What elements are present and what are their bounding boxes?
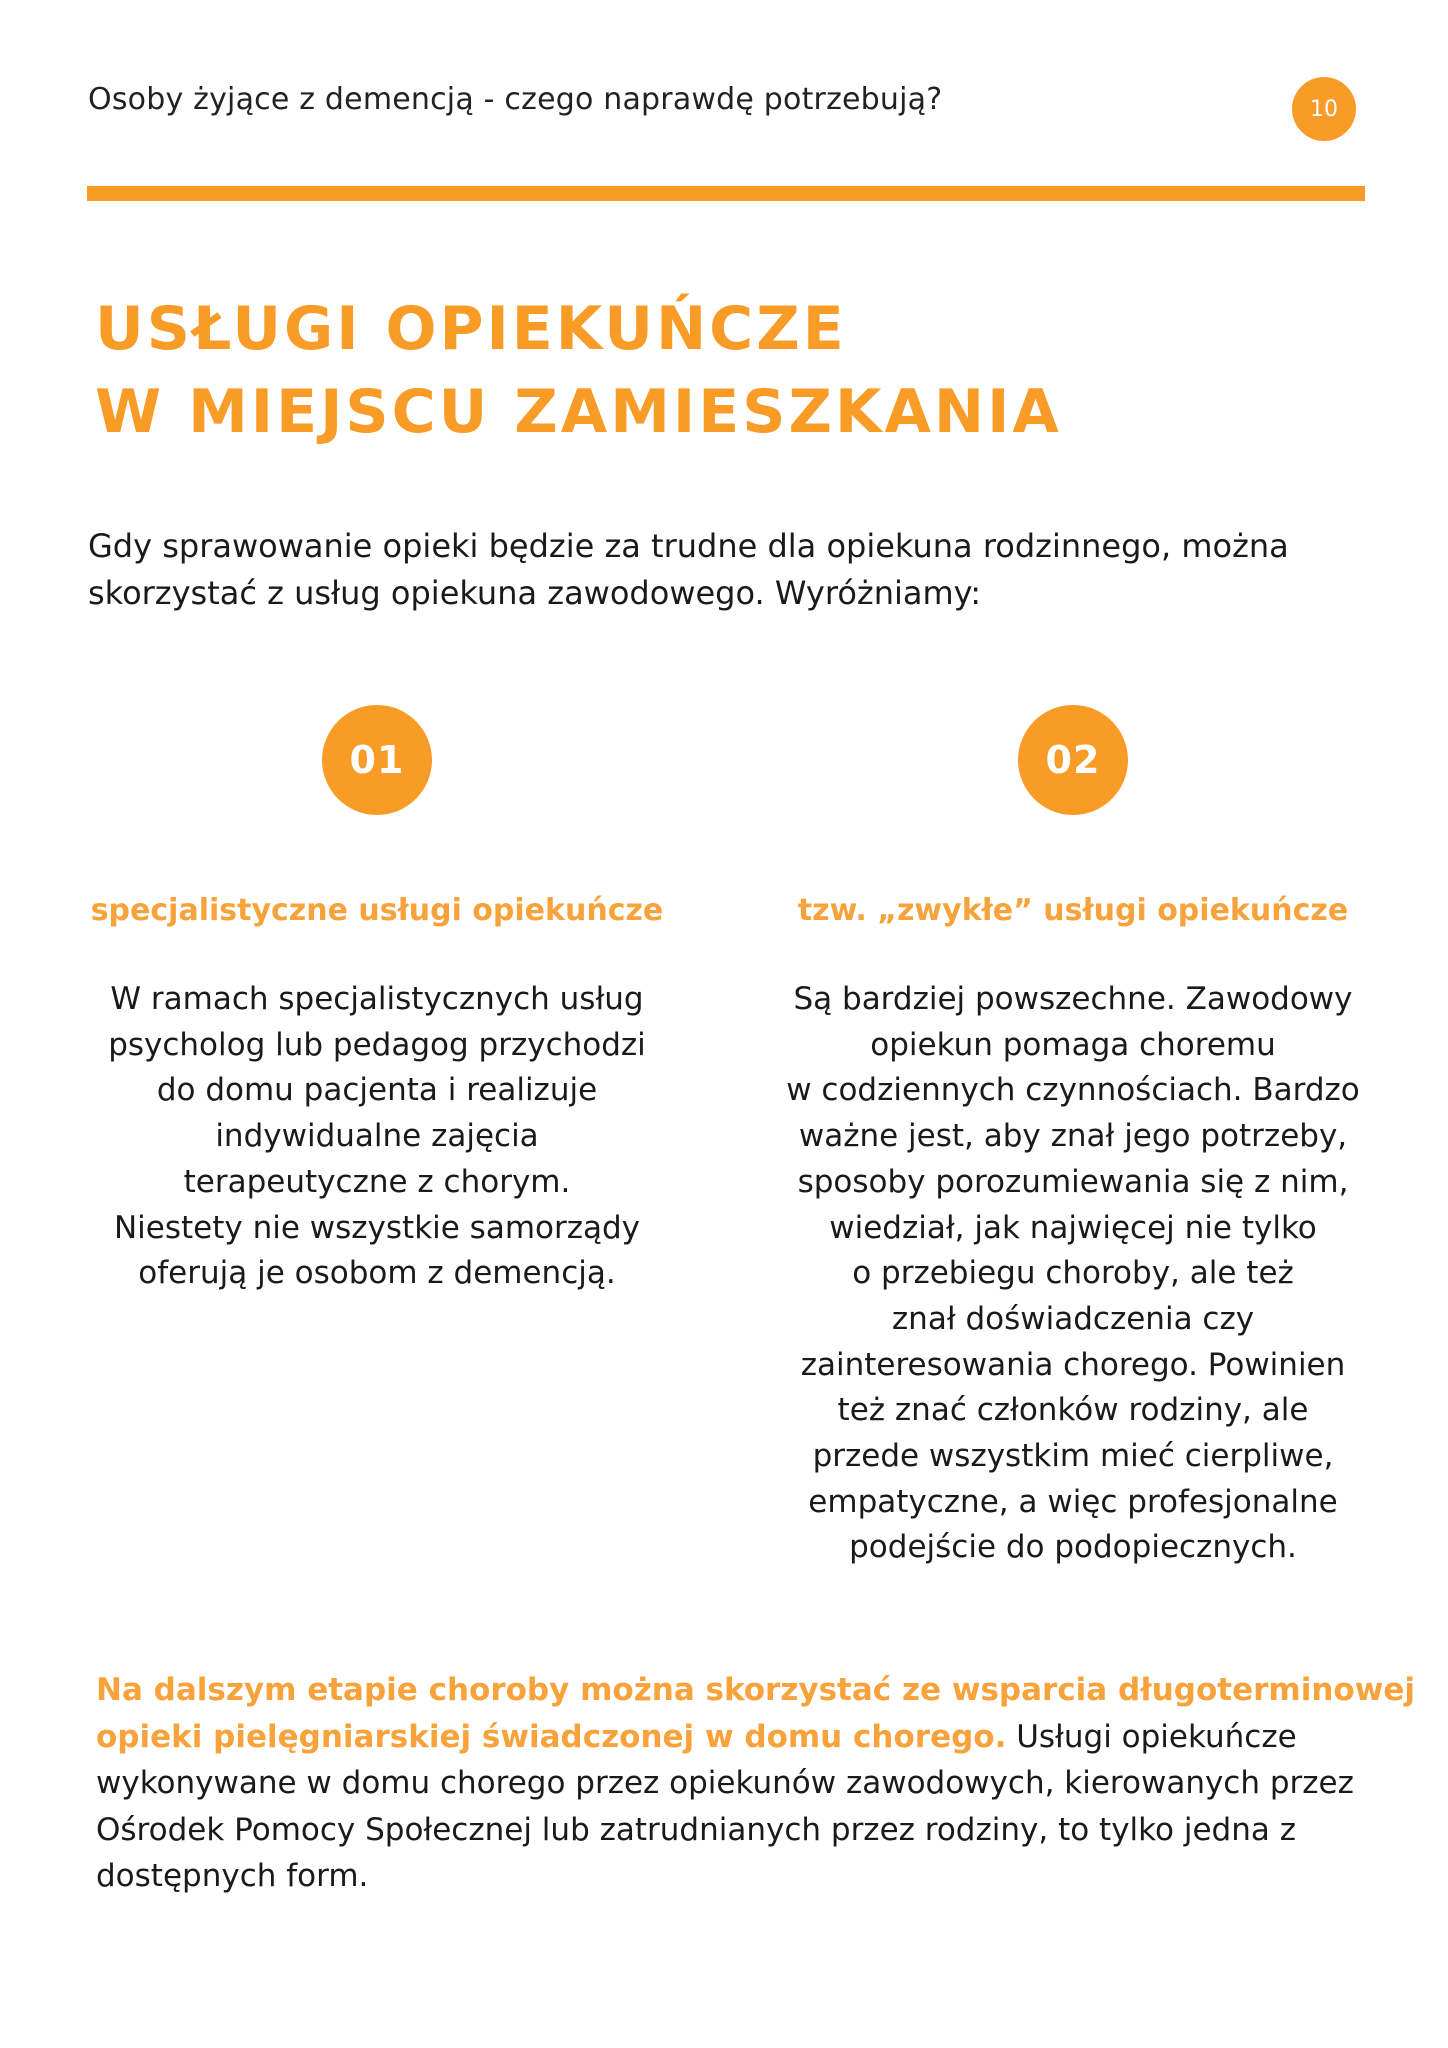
description-line: oferują je osobom z demencją.	[138, 1255, 616, 1292]
page-number-badge: 10	[1292, 77, 1356, 141]
description-line: sposoby porozumiewania się z nim,	[797, 1163, 1349, 1200]
description-line: przede wszystkim mieć cierpliwe,	[812, 1438, 1334, 1475]
service-title-regular: tzw. „zwykłe” usługi opiekuńcze	[797, 893, 1349, 928]
description-line: podejście do podopiecznych.	[849, 1529, 1297, 1566]
service-column-1	[57, 705, 697, 1297]
closing-line-5: dostępnych form.	[96, 1858, 369, 1894]
page-title-line-1: USŁUGI OPIEKUŃCZE	[95, 294, 847, 364]
description-line: zainteresowania chorego. Powinien	[800, 1346, 1346, 1383]
closing-line-2	[96, 1714, 1386, 1761]
service-description-specialist	[57, 977, 697, 1297]
closing-paragraph	[96, 1667, 1415, 1900]
intro-line-2: skorzystać z usług opiekuna zawodowego. Wyróżniamy:	[88, 574, 982, 612]
description-line: ważne jest, aby znał jego potrzeby,	[798, 1118, 1348, 1155]
closing-line-2-rest: Usługi opiekuńcze	[1006, 1718, 1297, 1755]
description-line: empatyczne, a więc profesjonalne	[808, 1483, 1338, 1520]
closing-line-4: Ośrodek Pomocy Społecznej lub zatrudnianych przez rodziny, to tylko jedna z	[96, 1811, 1296, 1848]
page-title-line-2: W MIEJSCU ZAMIESZKANIA	[95, 377, 1062, 447]
service-title-specialist: specjalistyczne usługi opiekuńcze	[90, 893, 664, 928]
page-title	[95, 288, 1062, 454]
header-divider-bar	[87, 186, 1365, 201]
description-line: Niestety nie wszystkie samorządy	[113, 1209, 641, 1246]
description-line: opiekun pomaga choremu	[870, 1026, 1276, 1063]
service-column-2	[753, 705, 1393, 1571]
description-line: też znać członków rodziny, ale	[837, 1392, 1309, 1429]
closing-highlight-line-2: opieki pielęgniarskiej świadczonej w domu chorego.	[96, 1718, 1007, 1755]
description-line: terapeutyczne z chorym.	[183, 1163, 571, 1200]
intro-line-1: Gdy sprawowanie opieki będzie za trudne dla opiekuna rodzinnego, można	[88, 527, 1289, 565]
description-line: w codziennych czynnościach. Bardzo	[786, 1072, 1360, 1109]
running-header-title: Osoby żyjące z demencją - czego naprawdę potrzebują?	[88, 82, 943, 117]
service-description-regular	[753, 977, 1393, 1571]
description-line: znał doświadczenia czy	[891, 1300, 1255, 1337]
closing-highlight-line-1: Na dalszym etapie choroby można skorzystać ze wsparcia długoterminowej	[96, 1672, 1415, 1708]
number-badge-02: 02	[1018, 705, 1128, 815]
description-line: do domu pacjenta i realizuje	[156, 1072, 598, 1109]
closing-line-3: wykonywane w domu chorego przez opiekunów zawodowych, kierowanych przez	[96, 1765, 1354, 1801]
description-line: Są bardziej powszechne. Zawodowy	[793, 981, 1353, 1017]
description-line: indywidualne zajęcia	[215, 1118, 539, 1155]
description-line: wiedział, jak najwięcej nie tylko	[829, 1209, 1317, 1246]
description-line: psycholog lub pedagog przychodzi	[108, 1026, 646, 1063]
description-line: W ramach specjalistycznych usług	[110, 981, 644, 1017]
description-line: o przebiegu choroby, ale też	[852, 1255, 1294, 1292]
number-badge-01: 01	[322, 705, 432, 815]
intro-paragraph	[88, 523, 1378, 617]
